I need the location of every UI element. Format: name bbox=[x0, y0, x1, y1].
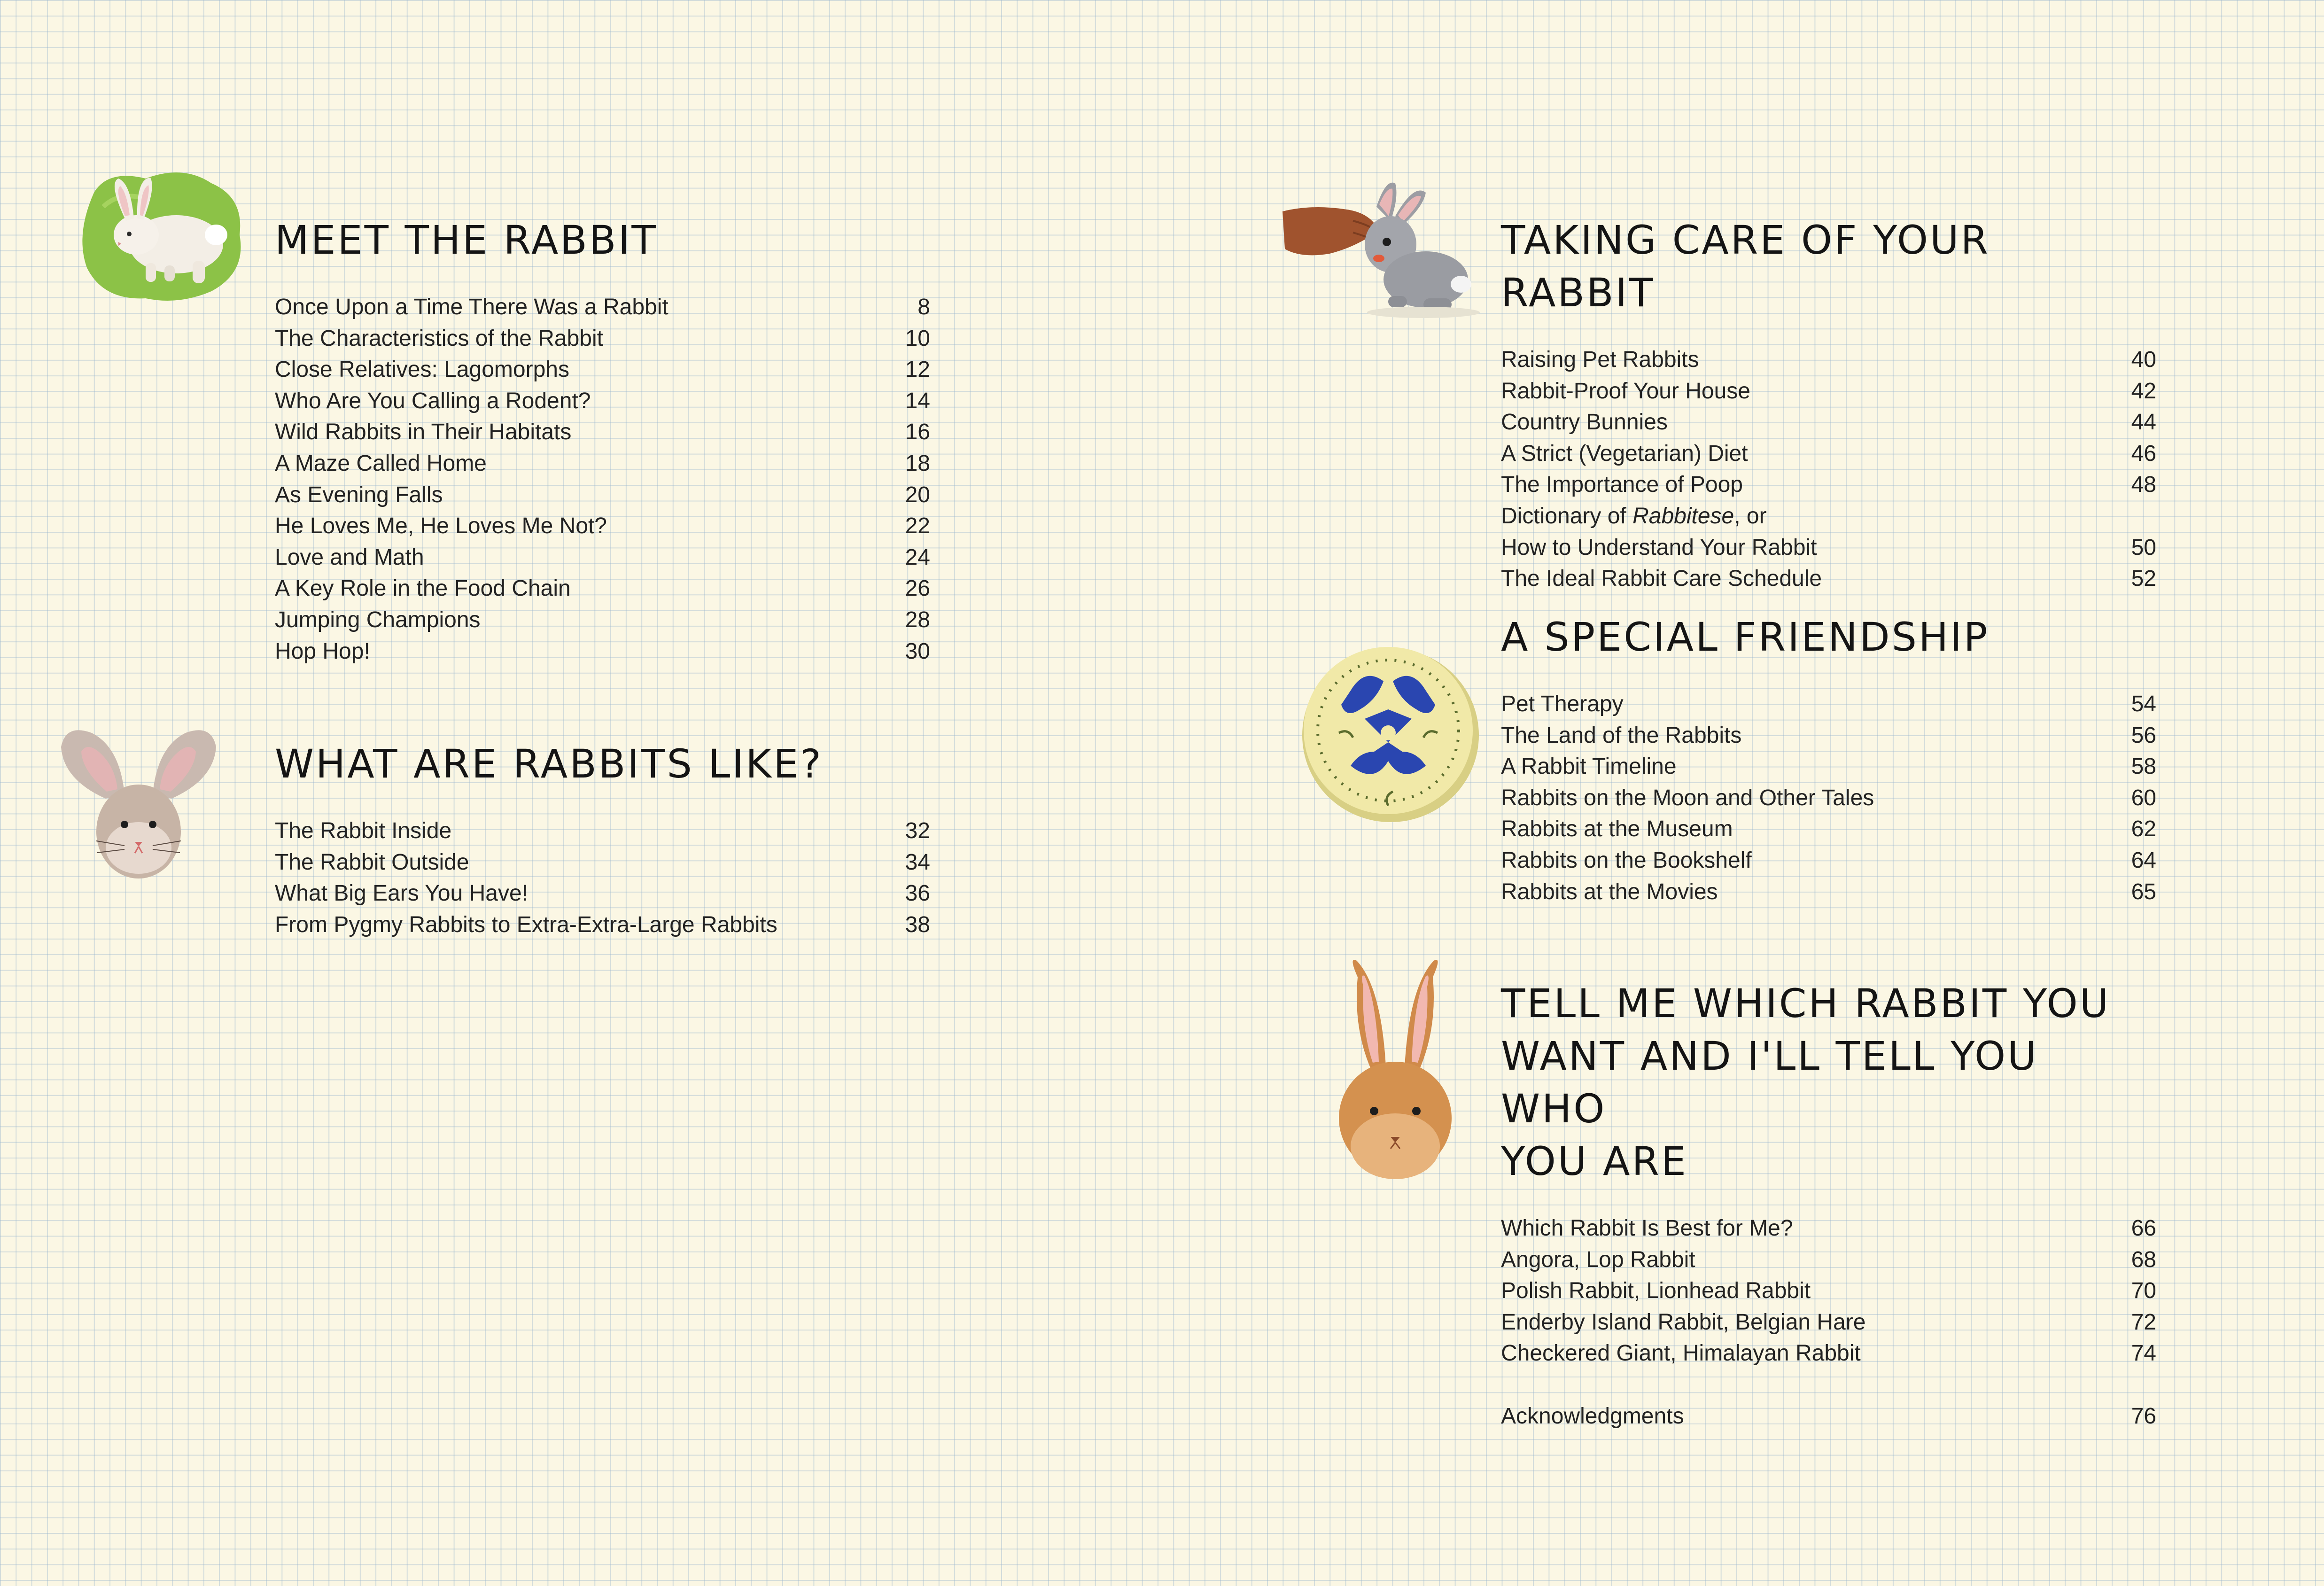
page-number: 48 bbox=[2131, 472, 2156, 498]
page-number: 40 bbox=[2131, 347, 2156, 372]
toc-entry[interactable]: Jumping Champions 28 bbox=[275, 605, 930, 636]
toc-entry[interactable]: The Importance of Poop 48 bbox=[1501, 469, 2156, 501]
section-a-special-friendship bbox=[1501, 611, 2156, 908]
brown-rabbit-head-icon bbox=[1320, 958, 1470, 1184]
page-number: 36 bbox=[905, 881, 930, 906]
page-number: 72 bbox=[2131, 1309, 2156, 1335]
page-number: 44 bbox=[2131, 410, 2156, 435]
section-title: TELL ME WHICH RABBIT YOU WANT AND I'LL TELL YOU WHO YOU ARE bbox=[1501, 980, 2111, 1184]
toc-entry[interactable]: Dictionary of Rabbitese, or bbox=[1501, 503, 1767, 529]
toc-entry[interactable]: Which Rabbit Is Best for Me? 66 bbox=[1501, 1213, 2156, 1244]
page-number: 34 bbox=[905, 849, 930, 875]
page-number: 52 bbox=[2131, 566, 2156, 591]
section-title: WHAT ARE RABBITS LIKE? bbox=[275, 741, 823, 787]
page-number: 62 bbox=[2131, 816, 2156, 842]
page-number: 8 bbox=[917, 295, 930, 319]
toc-entry[interactable]: Angora, Lop Rabbit 68 bbox=[1501, 1244, 2156, 1276]
page-number: 18 bbox=[905, 451, 930, 476]
page-number: 46 bbox=[2131, 441, 2156, 466]
toc-entry[interactable]: Checkered Giant, Himalayan Rabbit 74 bbox=[1501, 1338, 2156, 1369]
toc-list bbox=[275, 292, 930, 667]
page-number: 10 bbox=[905, 326, 930, 351]
page-number: 68 bbox=[2131, 1247, 2156, 1272]
toc-entry[interactable]: The Ideal Rabbit Care Schedule 52 bbox=[1501, 563, 2156, 595]
toc-entry[interactable]: Raising Pet Rabbits 40 bbox=[1501, 344, 2156, 376]
toc-entry[interactable]: Wild Rabbits in Their Habitats 16 bbox=[275, 417, 930, 448]
page-number: 76 bbox=[2131, 1403, 2156, 1429]
three-hares-plate-icon bbox=[1294, 639, 1482, 827]
page-number: 70 bbox=[2131, 1278, 2156, 1304]
page-number: 64 bbox=[2131, 847, 2156, 873]
toc-entry[interactable]: Once Upon a Time There Was a Rabbit 8 bbox=[275, 292, 930, 323]
page-number: 58 bbox=[2131, 754, 2156, 779]
page-number: 32 bbox=[905, 818, 930, 843]
toc-entry[interactable]: Close Relatives: Lagomorphs 12 bbox=[275, 354, 930, 386]
toc-entry[interactable]: The Characteristics of the Rabbit 10 bbox=[275, 323, 930, 355]
hand-petting-gray-rabbit-icon bbox=[1282, 179, 1489, 324]
page-number: 50 bbox=[2131, 535, 2156, 560]
page-number: 60 bbox=[2131, 785, 2156, 810]
toc-list bbox=[1501, 689, 2156, 908]
section-title: TAKING CARE OF YOUR RABBIT bbox=[1501, 217, 1990, 316]
section-taking-care-of-your-rabbit bbox=[1501, 214, 2156, 595]
page-number: 26 bbox=[905, 576, 930, 601]
toc-entry[interactable]: Love and Math 24 bbox=[275, 542, 930, 574]
page-number: 12 bbox=[905, 357, 930, 382]
toc-list bbox=[1501, 1213, 2156, 1432]
toc-entry[interactable]: The Rabbit Outside 34 bbox=[275, 847, 930, 879]
toc-entry[interactable]: Rabbits at the Museum 62 bbox=[1501, 814, 2156, 845]
toc-entry[interactable]: A Maze Called Home 18 bbox=[275, 448, 930, 480]
white-rabbit-on-grass-icon bbox=[75, 164, 249, 305]
toc-entry[interactable]: Polish Rabbit, Lionhead Rabbit 70 bbox=[1501, 1275, 2156, 1307]
toc-entry[interactable]: The Rabbit Inside 32 bbox=[275, 816, 930, 847]
toc-entry[interactable]: The Land of the Rabbits 56 bbox=[1501, 720, 2156, 752]
toc-entry[interactable]: Who Are You Calling a Rodent? 14 bbox=[275, 386, 930, 417]
toc-entry[interactable]: A Rabbit Timeline 58 bbox=[1501, 751, 2156, 783]
toc-entry[interactable]: From Pygmy Rabbits to Extra-Extra-Large Rabbits 38 bbox=[275, 910, 930, 941]
section-tell-me-which-rabbit bbox=[1501, 977, 2156, 1432]
page-number: 30 bbox=[905, 638, 930, 664]
page-number: 28 bbox=[905, 607, 930, 632]
page-number: 74 bbox=[2131, 1341, 2156, 1366]
page-number: 14 bbox=[905, 388, 930, 413]
page-number: 65 bbox=[2131, 879, 2156, 904]
toc-list bbox=[275, 816, 930, 941]
page-number: 38 bbox=[905, 912, 930, 937]
page-number: 56 bbox=[2131, 723, 2156, 748]
page-number: 16 bbox=[905, 420, 930, 445]
fluffy-rabbit-head-icon bbox=[54, 714, 223, 883]
page-number: 20 bbox=[905, 482, 930, 507]
section-meet-the-rabbit bbox=[275, 214, 930, 667]
toc-entry[interactable]: Hop Hop! 30 bbox=[275, 636, 930, 668]
page-number: 42 bbox=[2131, 378, 2156, 404]
section-title: A SPECIAL FRIENDSHIP bbox=[1501, 614, 1990, 660]
toc-entry[interactable]: A Strict (Vegetarian) Diet 46 bbox=[1501, 438, 2156, 470]
page-number: 66 bbox=[2131, 1216, 2156, 1241]
toc-entry[interactable]: Country Bunnies 44 bbox=[1501, 407, 2156, 438]
toc-entry[interactable]: A Key Role in the Food Chain 26 bbox=[275, 573, 930, 605]
toc-entry[interactable]: Enderby Island Rabbit, Belgian Hare 72 bbox=[1501, 1307, 2156, 1338]
toc-entry[interactable]: As Evening Falls 20 bbox=[275, 480, 930, 511]
page-number: 54 bbox=[2131, 692, 2156, 716]
toc-entry[interactable]: He Loves Me, He Loves Me Not? 22 bbox=[275, 511, 930, 542]
page-number: 22 bbox=[905, 513, 930, 539]
toc-entry-acknowledgments[interactable]: Acknowledgments 76 bbox=[1501, 1401, 2156, 1432]
toc-list bbox=[1501, 344, 2156, 595]
section-title: MEET THE RABBIT bbox=[275, 217, 658, 263]
toc-entry[interactable]: Rabbits on the Moon and Other Tales 60 bbox=[1501, 783, 2156, 814]
toc-entry[interactable]: Pet Therapy 54 bbox=[1501, 689, 2156, 720]
toc-entry[interactable]: Rabbits on the Bookshelf 64 bbox=[1501, 845, 2156, 877]
section-what-are-rabbits-like bbox=[275, 738, 930, 941]
toc-entry[interactable]: Rabbit-Proof Your House 42 bbox=[1501, 376, 2156, 407]
toc-entry[interactable]: Rabbits at the Movies 65 bbox=[1501, 877, 2156, 908]
page-number: 24 bbox=[905, 544, 930, 570]
toc-entry[interactable]: What Big Ears You Have! 36 bbox=[275, 878, 930, 910]
toc-entry[interactable]: How to Understand Your Rabbit 50 bbox=[1501, 532, 2156, 564]
